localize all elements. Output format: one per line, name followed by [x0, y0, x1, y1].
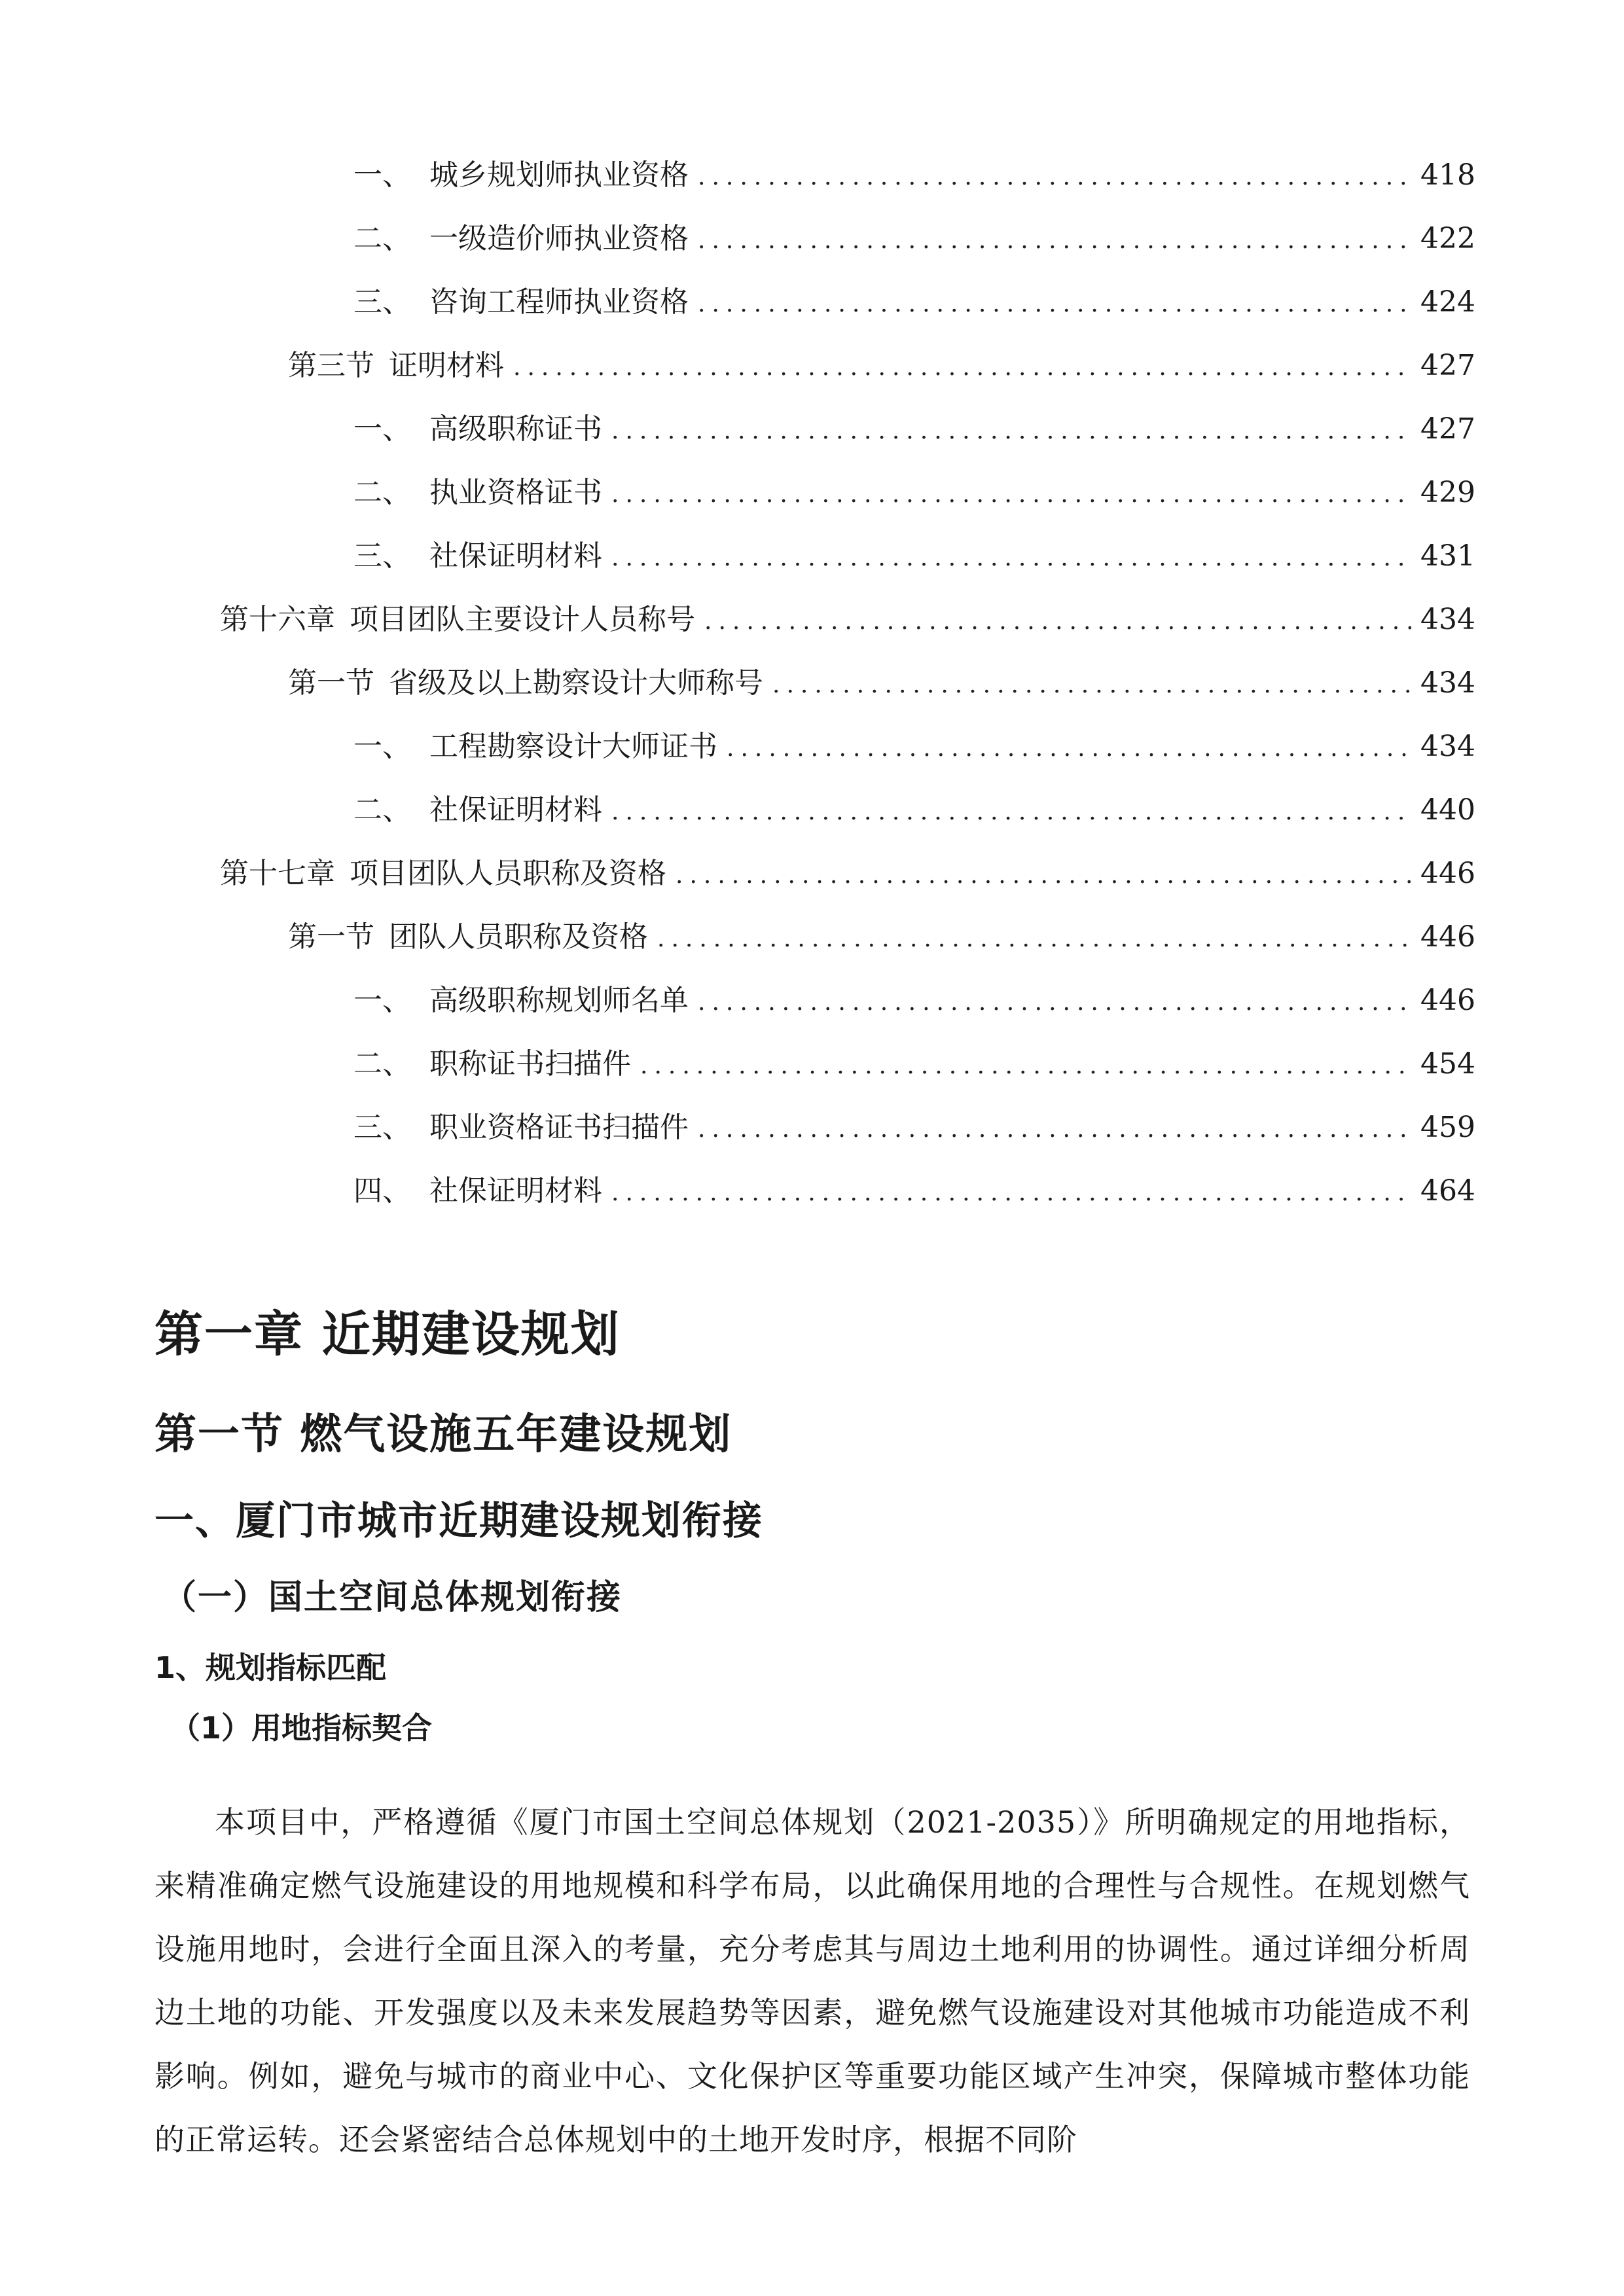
toc-entry-number: 第十六章 — [220, 603, 335, 636]
toc-entry[interactable] — [353, 723, 1473, 770]
heading-level-2: （一）国土空间总体规划衔接 — [162, 1578, 623, 1617]
toc-entry-label: 项目团队主要设计人员称号 — [350, 603, 695, 636]
toc-entry[interactable] — [353, 469, 1473, 516]
toc-entry-label: 咨询工程师执业资格 — [429, 285, 689, 319]
toc-entry[interactable] — [288, 660, 1473, 707]
toc-entry-page: 434 — [1420, 666, 1475, 700]
heading-level-1: 一、厦门市城市近期建设规划衔接 — [154, 1498, 763, 1544]
toc-entry[interactable] — [353, 533, 1473, 580]
toc-entry-number: 第一节 — [288, 666, 374, 700]
toc-entry-number: 一、 — [353, 158, 411, 192]
toc-entry[interactable] — [288, 342, 1473, 389]
toc-entry[interactable] — [353, 215, 1473, 262]
toc-entry-page: 422 — [1420, 222, 1475, 255]
toc-entry-page: 427 — [1420, 412, 1475, 446]
toc-leader-dots — [704, 598, 1411, 645]
toc-entry[interactable] — [220, 850, 1473, 897]
toc-entry-number: 二、 — [353, 476, 411, 509]
toc-entry[interactable] — [353, 152, 1473, 199]
toc-entry[interactable] — [353, 1041, 1473, 1088]
toc-leader-dots — [513, 344, 1411, 391]
toc-entry-label: 城乡规划师执业资格 — [429, 158, 689, 192]
toc-entry-label: 证明材料 — [389, 349, 504, 382]
toc-leader-dots — [698, 281, 1411, 328]
toc-entry-page: 446 — [1420, 984, 1475, 1017]
toc-entry-page: 429 — [1420, 476, 1475, 509]
toc-leader-dots — [698, 1106, 1411, 1153]
section-title: 第一节 燃气设施五年建设规划 — [154, 1410, 732, 1459]
toc-entry[interactable] — [353, 279, 1473, 326]
toc-entry-label: 省级及以上勘察设计大师称号 — [389, 666, 763, 700]
toc-entry-number: 三、 — [353, 539, 411, 573]
toc-entry-label: 高级职称规划师名单 — [429, 984, 689, 1017]
toc-leader-dots — [698, 217, 1411, 264]
toc-entry-number: 二、 — [353, 1047, 411, 1081]
toc-entry-number: 三、 — [353, 285, 411, 319]
toc-leader-dots — [611, 535, 1411, 582]
toc-entry[interactable] — [353, 406, 1473, 453]
heading-level-4: （1）用地指标契合 — [170, 1710, 433, 1746]
toc-leader-dots — [611, 789, 1411, 836]
toc-leader-dots — [657, 916, 1411, 963]
toc-entry[interactable] — [220, 596, 1473, 643]
toc-entry-number: 一、 — [353, 730, 411, 763]
toc-entry-number: 一、 — [353, 984, 411, 1017]
toc-leader-dots — [611, 471, 1411, 518]
toc-entry[interactable] — [288, 914, 1473, 961]
toc-entry[interactable] — [353, 1168, 1473, 1215]
toc-entry-page: 454 — [1420, 1047, 1475, 1081]
toc-entry-number: 三、 — [353, 1111, 411, 1144]
toc-entry[interactable] — [353, 1104, 1473, 1151]
toc-entry-label: 职称证书扫描件 — [429, 1047, 631, 1081]
toc-entry-page: 440 — [1420, 793, 1475, 827]
toc-entry-page: 446 — [1420, 857, 1475, 890]
toc-entry-label: 社保证明材料 — [429, 793, 602, 827]
toc-entry-number: 一、 — [353, 412, 411, 446]
toc-entry-label: 高级职称证书 — [429, 412, 602, 446]
toc-entry-page: 464 — [1420, 1174, 1475, 1208]
toc-leader-dots — [676, 852, 1411, 899]
toc-entry-label: 执业资格证书 — [429, 476, 602, 509]
toc-entry-label: 社保证明材料 — [429, 1174, 602, 1208]
toc-entry-page: 431 — [1420, 539, 1475, 573]
toc-entry-number: 二、 — [353, 793, 411, 827]
toc-entry[interactable] — [353, 977, 1473, 1024]
heading-level-3: 1、规划指标匹配 — [154, 1650, 387, 1685]
toc-entry-label: 团队人员职称及资格 — [389, 920, 648, 954]
toc-entry-label: 社保证明材料 — [429, 539, 602, 573]
toc-entry-number: 第三节 — [288, 349, 374, 382]
toc-entry-number: 二、 — [353, 222, 411, 255]
toc-leader-dots — [640, 1043, 1411, 1090]
toc-entry-label: 工程勘察设计大师证书 — [429, 730, 717, 763]
toc-entry-number: 第一节 — [288, 920, 374, 954]
toc-leader-dots — [698, 154, 1411, 201]
body-paragraph: 本项目中，严格遵循《厦门市国土空间总体规划（2021-2035）》所明确规定的用地指标，来精准确定燃气设施建设的用地规模和科学布局，以此确保用地的合理性与合规性。在规划燃气设施用地时，会进行全面且深入的考量，充分考虑其与周边土地利用的协调性。通过详细分析周边土地的功能、开发强度以及未来发展趋势等因素，避免燃气设施建设对其他城市功能造成不利影响。例如，避免与城市的商业中心、文化保护区等重要功能区域产生冲突，保障城市整体功能的正常运转。还会紧密结合总体规划中的土地开发时序，根据不同阶 — [154, 1804, 1470, 2157]
toc-entry-number: 四、 — [353, 1174, 411, 1208]
toc-entry-label: 项目团队人员职称及资格 — [350, 857, 666, 890]
toc-leader-dots — [611, 1170, 1411, 1217]
toc-entry[interactable] — [353, 787, 1473, 834]
toc-entry-page: 427 — [1420, 349, 1475, 382]
toc-entry-label: 一级造价师执业资格 — [429, 222, 689, 255]
toc-leader-dots — [698, 979, 1411, 1026]
toc-entry-number: 第十七章 — [220, 857, 335, 890]
chapter-title: 第一章 近期建设规划 — [154, 1306, 621, 1363]
toc-entry-page: 434 — [1420, 603, 1475, 636]
toc-entry-page: 446 — [1420, 920, 1475, 954]
toc-entry-page: 434 — [1420, 730, 1475, 763]
toc-entry-page: 459 — [1420, 1111, 1475, 1144]
toc-leader-dots — [727, 725, 1411, 772]
toc-entry-page: 424 — [1420, 285, 1475, 319]
toc-entry-page: 418 — [1420, 158, 1475, 192]
toc-entry-label: 职业资格证书扫描件 — [429, 1111, 689, 1144]
toc-leader-dots — [611, 408, 1411, 455]
toc-leader-dots — [772, 662, 1411, 709]
